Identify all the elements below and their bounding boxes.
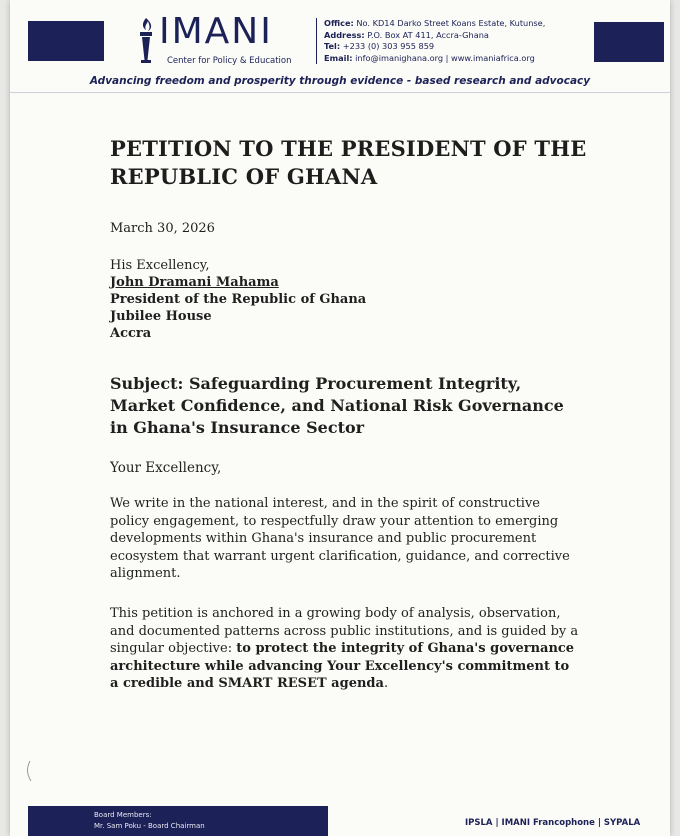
- title-line-2: REPUBLIC OF GHANA: [110, 164, 378, 189]
- board-label: Board Members:: [94, 811, 152, 819]
- petition-title: [110, 135, 590, 191]
- addressee-position: President of the Republic of Ghana: [110, 292, 367, 307]
- org-motto: Advancing freedom and prosperity through evidence - based research and advocacy: [89, 75, 591, 87]
- addressee-residence: Jubilee House: [110, 309, 212, 324]
- header-decor-block-left: [28, 21, 104, 61]
- letter-date: March 30, 2026: [110, 221, 215, 236]
- header-divider: [316, 18, 317, 64]
- addressee-honorific: His Excellency,: [110, 258, 210, 273]
- board-chair: Mr. Sam Poku - Board Chairman: [94, 822, 205, 830]
- org-tagline: Center for Policy & Education: [167, 56, 292, 66]
- addressee-city: Accra: [110, 326, 152, 341]
- paragraph-2-intro: This petition is anchored in a growing body of analysis, observation, and documented patterns across public institutions, and is guided by a singular objective:: [110, 606, 579, 656]
- footer-affiliates: IPSLA | IMANI Francophone | SYPALA: [465, 818, 641, 828]
- tel-value: +233 (0) 303 955 859: [342, 41, 435, 51]
- footer-board: [94, 810, 205, 832]
- letter-page: [10, 0, 670, 836]
- contact-block: [324, 18, 624, 64]
- tel-label: Tel:: [324, 41, 341, 51]
- addressee-name: John Dramani Mahama: [110, 275, 279, 290]
- address-label: Address:: [324, 29, 365, 40]
- paragraph-2-objective: to protect the integrity of Ghana's governance architecture while advancing Your Excellency's commitment to a credible and SMART RESET agenda: [110, 641, 575, 691]
- title-line-1: PETITION TO THE PRESIDENT OF THE: [110, 136, 587, 161]
- paragraph-1: We write in the national interest, and in the spirit of constructive policy engagement, to respectfully draw your attention to emerging developments within Ghana's insurance and public procurement ecosystem that warrant urgent clarification, guidance, and corrective alignment.: [110, 496, 570, 581]
- torch-icon: [135, 16, 157, 64]
- addressee-block: [110, 257, 366, 342]
- letter-subject: Subject: Safeguarding Procurement Integrity, Market Confidence, and National Risk Governance in Ghana's Insurance Sector: [110, 374, 564, 437]
- office-value: No. KD14 Darko Street Koans Estate, Kutunse,: [356, 18, 546, 28]
- org-name: IMANI: [159, 11, 273, 52]
- salutation: Your Excellency,: [110, 460, 222, 476]
- letter-body: [110, 135, 590, 691]
- paragraph-2-end: .: [383, 676, 389, 691]
- paragraph-2: [110, 605, 580, 693]
- email-label: Email:: [324, 52, 353, 63]
- header-rule: [10, 92, 670, 93]
- imani-logo: [135, 11, 310, 66]
- address-value: P.O. Box AT 411, Accra-Ghana: [367, 29, 489, 40]
- stray-mark-icon: [24, 760, 34, 782]
- office-label: Office:: [324, 18, 354, 28]
- email-value: info@imanighana.org | www.imaniafrica.org: [355, 52, 535, 63]
